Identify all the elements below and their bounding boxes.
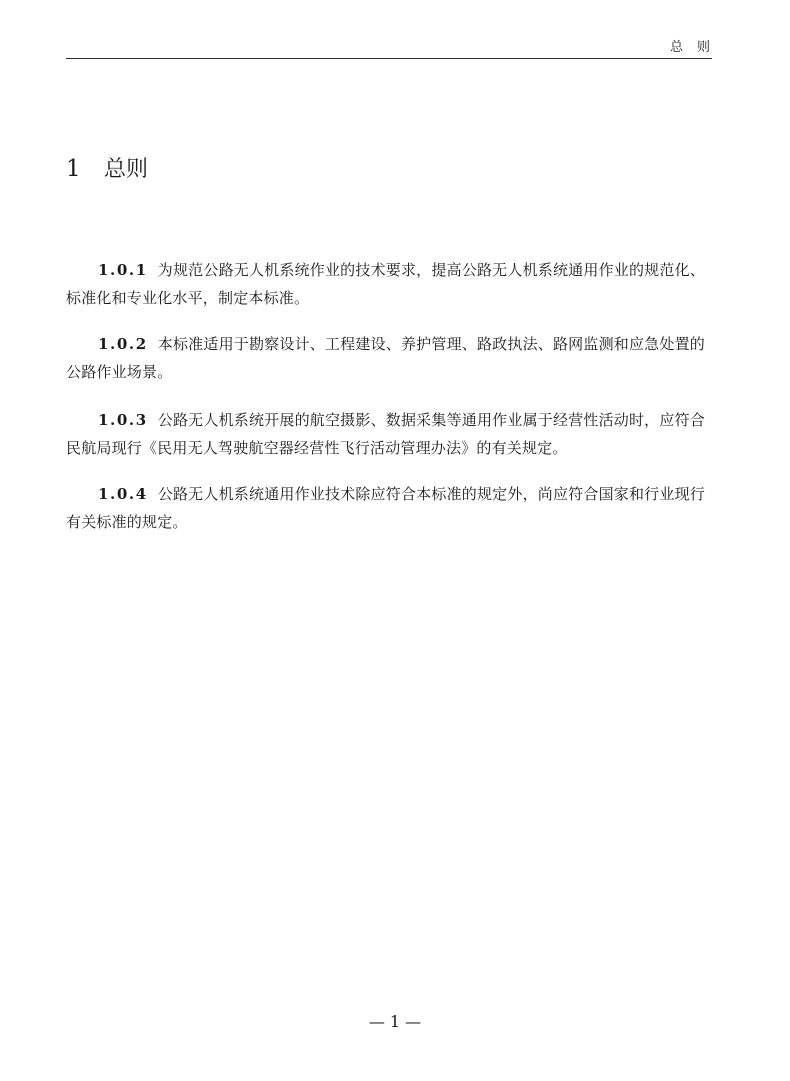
clause-text: 公路无人机系统通用作业技术除应符合本标准的规定外，尚应符合国家和行业现行有关标准的规定。 (66, 485, 705, 531)
running-header-title: 总则 (669, 40, 724, 55)
clause-1-0-4 (66, 480, 716, 536)
clause-1-0-1 (66, 256, 716, 312)
clause-number: 1.0.3 (98, 411, 148, 429)
chapter-number: 1 (66, 156, 81, 182)
chapter-title: 总则 (104, 157, 149, 182)
clause-number: 1.0.2 (98, 335, 148, 353)
clause-1-0-3 (66, 406, 716, 462)
clause-number: 1.0.4 (98, 485, 148, 503)
running-header (66, 36, 724, 59)
clause-1-0-2 (66, 330, 716, 386)
clause-text: 公路无人机系统开展的航空摄影、数据采集等通用作业属于经营性活动时，应符合民航局现行《民用无人驾驶航空器经营性飞行活动管理办法》的有关规定。 (66, 411, 705, 457)
clause-text: 为规范公路无人机系统作业的技术要求，提高公路无人机系统通用作业的规范化、标准化和专业化水平，制定本标准。 (66, 261, 705, 307)
chapter-heading (66, 152, 148, 187)
page-number: — 1 — (368, 1012, 422, 1031)
clause-number: 1.0.1 (98, 261, 148, 279)
clause-text: 本标准适用于勘察设计、工程建设、养护管理、路政执法、路网监测和应急处置的公路作业场景。 (66, 335, 705, 381)
